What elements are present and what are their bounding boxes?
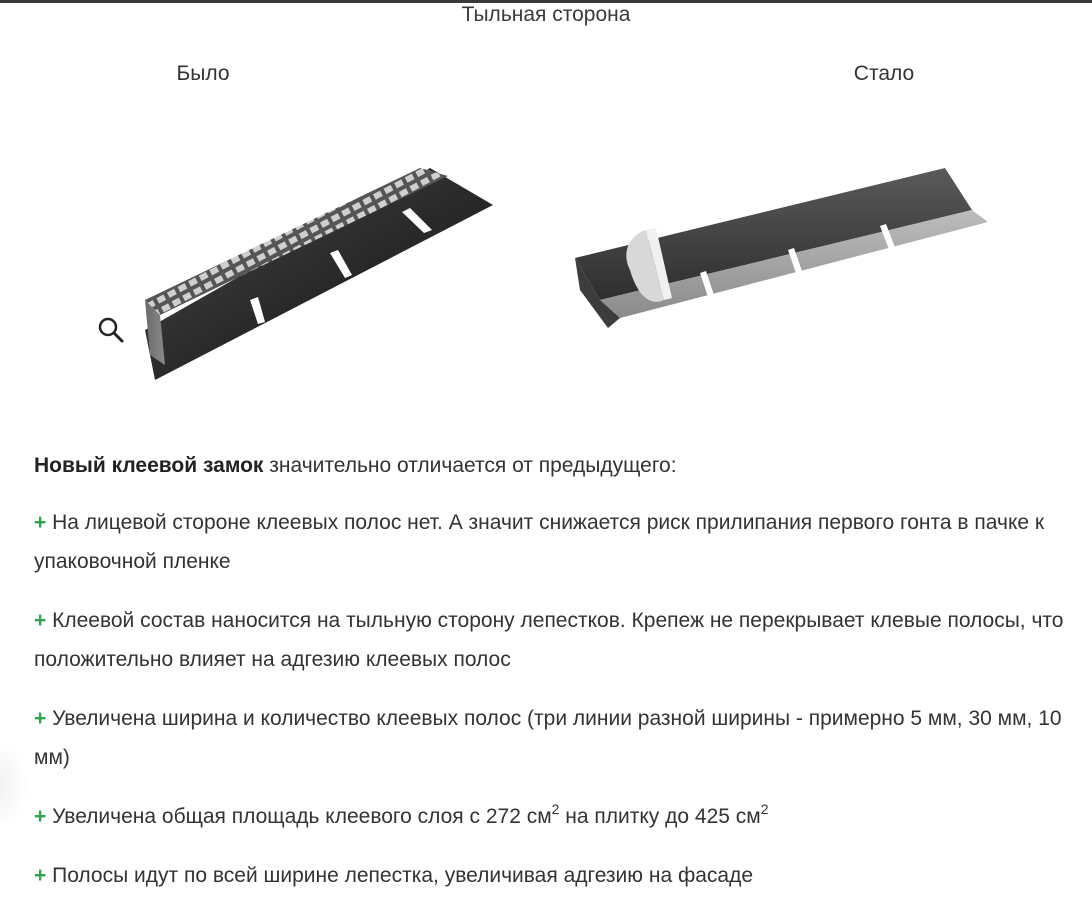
plus-icon: + [34,864,47,887]
floating-widget-edge [0,740,30,830]
magnifier-icon [96,315,126,345]
zoom-button[interactable] [86,305,136,355]
list-item [34,503,1064,581]
shingle-before-image[interactable] [90,150,510,390]
description [34,446,1064,915]
list-item [34,699,1064,777]
list-item [34,601,1064,679]
intro-bold: Новый клеевой замок [34,454,264,477]
superscript: 2 [760,801,769,817]
after-label: Стало [853,62,915,85]
list-item-text: На лицевой стороне клеевых полос нет. А значит снижается риск прилипания первого гонта в пачке к упаковочной пленке [34,511,1045,573]
plus-icon: + [34,511,47,534]
plus-icon: + [34,609,47,632]
plus-icon: + [34,805,47,828]
superscript: 2 [551,801,560,817]
intro-paragraph [34,446,1064,485]
shingle-after-image[interactable] [560,150,1000,350]
plus-icon: + [34,707,47,730]
list-item-text: Увеличена ширина и количество клеевых полос (три линии разной ширины - примерно 5 мм, 30 мм, 10 мм) [34,707,1062,769]
before-label: Было [176,62,230,85]
list-item-text-b: на плитку до 425 см [559,805,761,828]
list-item-text-a: Увеличена общая площадь клеевого слоя с 272 см [52,805,552,828]
intro-text: значительно отличается от предыдущего: [263,454,677,477]
list-item-text: Клеевой состав наносится на тыльную сторону лепестков. Крепеж не перекрывает клевые полосы, что положительно влияет на адгезию клеевых полос [34,609,1064,671]
list-item [34,856,1064,895]
list-item [34,797,1064,836]
section-title: Тыльная сторона [461,3,631,26]
list-item-text: Полосы идут по всей ширине лепестка, увеличивая адгезию на фасаде [52,864,754,887]
